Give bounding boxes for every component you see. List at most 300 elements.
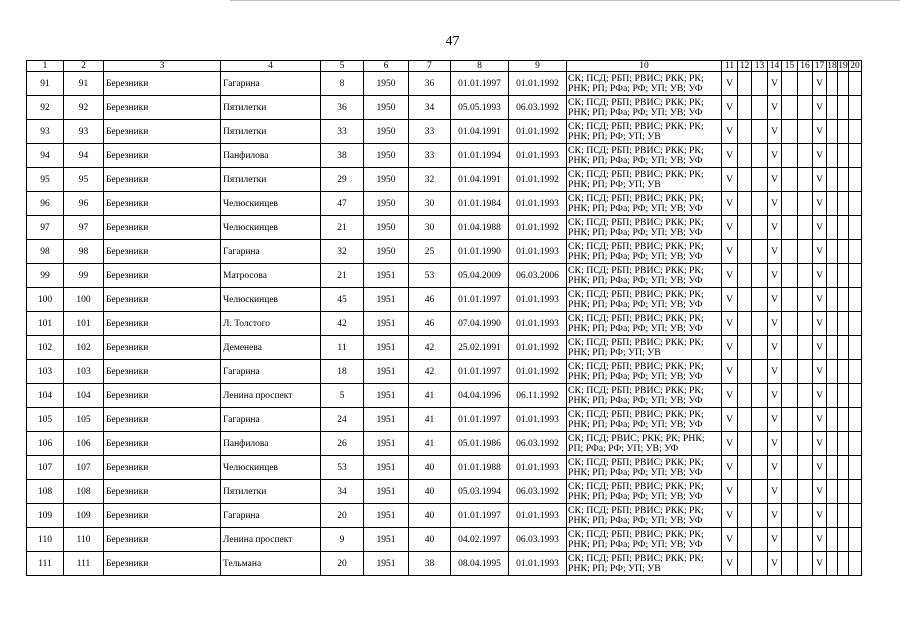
- table-cell-col-4: Гагарина: [221, 504, 321, 528]
- table-cell-col-8: 01.01.1990: [451, 240, 509, 264]
- table-cell-col-5: 32: [321, 240, 364, 264]
- table-cell-col-8: 01.01.1997: [451, 72, 509, 96]
- table-cell-col-5: 9: [321, 528, 364, 552]
- table-cell-col-1: 96: [27, 192, 64, 216]
- table-cell-col-14: V: [768, 504, 782, 528]
- table-cell-col-3: Березники: [104, 360, 221, 384]
- table-cell-col-17: V: [813, 384, 827, 408]
- table-row: [27, 432, 862, 456]
- column-header-4: 4: [221, 61, 321, 72]
- table-cell-col-18: [827, 96, 838, 120]
- table-cell-col-9: 06.11.1992: [509, 384, 567, 408]
- table-cell-col-4: Гагарина: [221, 72, 321, 96]
- table-cell-col-4: Гагарина: [221, 360, 321, 384]
- table-cell-col-5: 11: [321, 336, 364, 360]
- table-cell-col-5: 45: [321, 288, 364, 312]
- table-cell-col-1: 111: [27, 552, 64, 576]
- table-cell-col-20: [849, 360, 862, 384]
- table-cell-col-20: [849, 240, 862, 264]
- table-cell-col-19: [838, 360, 849, 384]
- table-cell-col-7: 46: [409, 312, 451, 336]
- table-cell-col-2: 102: [64, 336, 104, 360]
- table-cell-col-1: 97: [27, 216, 64, 240]
- table-cell-col-12: [738, 408, 752, 432]
- table-cell-col-6: 1951: [364, 432, 409, 456]
- table-cell-col-7: 53: [409, 264, 451, 288]
- table-cell-col-3: Березники: [104, 96, 221, 120]
- table-cell-col-6: 1950: [364, 168, 409, 192]
- table-cell-col-11: V: [722, 240, 738, 264]
- table-cell-col-16: [798, 432, 813, 456]
- table-cell-col-18: [827, 240, 838, 264]
- table-cell-col-15: [782, 240, 798, 264]
- table-cell-col-14: V: [768, 480, 782, 504]
- table-row: [27, 312, 862, 336]
- table-cell-col-14: V: [768, 552, 782, 576]
- table-row: [27, 144, 862, 168]
- table-cell-col-14: V: [768, 120, 782, 144]
- table-cell-col-19: [838, 336, 849, 360]
- table-cell-col-5: 33: [321, 120, 364, 144]
- table-cell-col-19: [838, 144, 849, 168]
- table-cell-col-12: [738, 96, 752, 120]
- table-cell-col-9: 01.01.1993: [509, 552, 567, 576]
- table-cell-col-14: V: [768, 408, 782, 432]
- table-cell-col-5: 5: [321, 384, 364, 408]
- table-cell-col-20: [849, 336, 862, 360]
- table-row: [27, 552, 862, 576]
- table-cell-col-10: СК; ПСД; РБП; РВИС; РКК; РК; РНК; РП; РФа; РФ; УП; УВ; УФ: [567, 216, 722, 240]
- table-cell-col-9: 01.01.1993: [509, 504, 567, 528]
- column-header-17: 17: [813, 61, 827, 72]
- table-cell-col-11: V: [722, 480, 738, 504]
- table-cell-col-20: [849, 96, 862, 120]
- table-cell-col-11: V: [722, 552, 738, 576]
- table-cell-col-12: [738, 288, 752, 312]
- table-cell-col-16: [798, 456, 813, 480]
- table-cell-col-1: 93: [27, 120, 64, 144]
- table-cell-col-19: [838, 96, 849, 120]
- table-cell-col-3: Березники: [104, 144, 221, 168]
- table-cell-col-19: [838, 264, 849, 288]
- table-cell-col-20: [849, 312, 862, 336]
- table-cell-col-18: [827, 528, 838, 552]
- table-cell-col-11: V: [722, 72, 738, 96]
- table-cell-col-9: 01.01.1993: [509, 288, 567, 312]
- table-cell-col-18: [827, 384, 838, 408]
- table-cell-col-9: 01.01.1993: [509, 192, 567, 216]
- column-header-3: 3: [104, 61, 221, 72]
- table-cell-col-20: [849, 480, 862, 504]
- table-cell-col-5: 29: [321, 168, 364, 192]
- table-cell-col-15: [782, 72, 798, 96]
- table-cell-col-19: [838, 240, 849, 264]
- table-cell-col-6: 1951: [364, 480, 409, 504]
- table-cell-col-9: 01.01.1993: [509, 408, 567, 432]
- table-cell-col-19: [838, 192, 849, 216]
- table-cell-col-4: Пятилетки: [221, 168, 321, 192]
- table-cell-col-14: V: [768, 288, 782, 312]
- table-cell-col-9: 06.03.1992: [509, 96, 567, 120]
- table-cell-col-17: V: [813, 72, 827, 96]
- table-cell-col-11: V: [722, 192, 738, 216]
- table-cell-col-19: [838, 528, 849, 552]
- table-cell-col-12: [738, 384, 752, 408]
- table-cell-col-17: V: [813, 360, 827, 384]
- table-cell-col-12: [738, 192, 752, 216]
- table-cell-col-17: V: [813, 144, 827, 168]
- table-cell-col-13: [752, 96, 768, 120]
- table-cell-col-17: V: [813, 432, 827, 456]
- table-cell-col-20: [849, 264, 862, 288]
- table-cell-col-14: V: [768, 216, 782, 240]
- table-cell-col-19: [838, 480, 849, 504]
- table-row: [27, 120, 862, 144]
- table-cell-col-2: 111: [64, 552, 104, 576]
- table-cell-col-1: 107: [27, 456, 64, 480]
- table-cell-col-17: V: [813, 240, 827, 264]
- table-cell-col-4: Деменева: [221, 336, 321, 360]
- table-cell-col-19: [838, 384, 849, 408]
- table-cell-col-1: 104: [27, 384, 64, 408]
- column-header-5: 5: [321, 61, 364, 72]
- table-cell-col-6: 1950: [364, 144, 409, 168]
- table-cell-col-8: 25.02.1991: [451, 336, 509, 360]
- table-cell-col-16: [798, 336, 813, 360]
- table-cell-col-5: 24: [321, 408, 364, 432]
- table-cell-col-9: 01.01.1993: [509, 144, 567, 168]
- table-cell-col-8: 01.01.1997: [451, 408, 509, 432]
- table-cell-col-6: 1950: [364, 216, 409, 240]
- table-cell-col-4: Ленина проспект: [221, 384, 321, 408]
- table-cell-col-8: 01.01.1988: [451, 456, 509, 480]
- table-cell-col-13: [752, 432, 768, 456]
- table-cell-col-2: 99: [64, 264, 104, 288]
- table-cell-col-17: V: [813, 312, 827, 336]
- table-cell-col-16: [798, 312, 813, 336]
- table-cell-col-12: [738, 312, 752, 336]
- table-cell-col-9: 01.01.1993: [509, 456, 567, 480]
- table-cell-col-17: V: [813, 528, 827, 552]
- table-cell-col-18: [827, 480, 838, 504]
- table-cell-col-18: [827, 264, 838, 288]
- table-cell-col-12: [738, 240, 752, 264]
- table-cell-col-4: Пятилетки: [221, 96, 321, 120]
- table-cell-col-8: 01.01.1997: [451, 504, 509, 528]
- table-cell-col-2: 104: [64, 384, 104, 408]
- table-cell-col-3: Березники: [104, 312, 221, 336]
- table-cell-col-17: V: [813, 408, 827, 432]
- table-cell-col-20: [849, 288, 862, 312]
- table-cell-col-17: V: [813, 96, 827, 120]
- table-cell-col-13: [752, 216, 768, 240]
- table-cell-col-19: [838, 432, 849, 456]
- header-row: [27, 61, 862, 72]
- table-cell-col-8: 01.01.1997: [451, 288, 509, 312]
- table-cell-col-16: [798, 240, 813, 264]
- table-cell-col-4: Челюскинцев: [221, 456, 321, 480]
- table-cell-col-2: 97: [64, 216, 104, 240]
- table-cell-col-13: [752, 360, 768, 384]
- table-cell-col-19: [838, 312, 849, 336]
- table-cell-col-6: 1951: [364, 360, 409, 384]
- table-cell-col-12: [738, 216, 752, 240]
- table-cell-col-10: СК; ПСД; РБП; РВИС; РКК; РК; РНК; РП; РФ; УП; УВ: [567, 120, 722, 144]
- table-cell-col-12: [738, 144, 752, 168]
- table-cell-col-15: [782, 312, 798, 336]
- column-header-9: 9: [509, 61, 567, 72]
- table-cell-col-8: 05.05.1993: [451, 96, 509, 120]
- table-cell-col-6: 1951: [364, 384, 409, 408]
- table-cell-col-1: 100: [27, 288, 64, 312]
- table-cell-col-8: 04.04.1996: [451, 384, 509, 408]
- table-cell-col-11: V: [722, 144, 738, 168]
- table-cell-col-13: [752, 72, 768, 96]
- table-cell-col-13: [752, 240, 768, 264]
- table-cell-col-13: [752, 408, 768, 432]
- table-cell-col-7: 36: [409, 72, 451, 96]
- table-row: [27, 192, 862, 216]
- table-cell-col-7: 46: [409, 288, 451, 312]
- table-cell-col-19: [838, 216, 849, 240]
- table-cell-col-5: 38: [321, 144, 364, 168]
- table-cell-col-11: V: [722, 216, 738, 240]
- table-cell-col-15: [782, 216, 798, 240]
- table-cell-col-17: V: [813, 480, 827, 504]
- table-cell-col-1: 91: [27, 72, 64, 96]
- table-cell-col-9: 06.03.2006: [509, 264, 567, 288]
- table-cell-col-2: 95: [64, 168, 104, 192]
- column-header-16: 16: [798, 61, 813, 72]
- table-cell-col-10: СК; ПСД; РБП; РВИС; РКК; РК; РНК; РП; РФа; РФ; УП; УВ; УФ: [567, 384, 722, 408]
- table-cell-col-2: 101: [64, 312, 104, 336]
- table-cell-col-17: V: [813, 216, 827, 240]
- table-cell-col-9: 01.01.1993: [509, 312, 567, 336]
- table-cell-col-18: [827, 216, 838, 240]
- table-cell-col-4: Пятилетки: [221, 120, 321, 144]
- table-cell-col-18: [827, 408, 838, 432]
- table-cell-col-20: [849, 528, 862, 552]
- table-cell-col-6: 1950: [364, 120, 409, 144]
- table-cell-col-18: [827, 120, 838, 144]
- table-cell-col-8: 01.04.1988: [451, 216, 509, 240]
- table-cell-col-6: 1951: [364, 288, 409, 312]
- table-cell-col-4: Матросова: [221, 264, 321, 288]
- table-cell-col-20: [849, 144, 862, 168]
- table-cell-col-3: Березники: [104, 432, 221, 456]
- table-cell-col-15: [782, 96, 798, 120]
- table-cell-col-9: 01.01.1992: [509, 336, 567, 360]
- table-cell-col-10: СК; ПСД; РБП; РВИС; РКК; РК; РНК; РП; РФ; УП; УВ: [567, 336, 722, 360]
- table-cell-col-3: Березники: [104, 288, 221, 312]
- table-cell-col-16: [798, 72, 813, 96]
- table-cell-col-15: [782, 360, 798, 384]
- table-cell-col-11: V: [722, 312, 738, 336]
- table-cell-col-1: 110: [27, 528, 64, 552]
- table-cell-col-2: 103: [64, 360, 104, 384]
- table-cell-col-5: 53: [321, 456, 364, 480]
- table-cell-col-5: 36: [321, 96, 364, 120]
- page-number: 47: [445, 34, 460, 49]
- table-cell-col-5: 21: [321, 264, 364, 288]
- table-cell-col-6: 1951: [364, 504, 409, 528]
- table-cell-col-20: [849, 504, 862, 528]
- table-cell-col-3: Березники: [104, 456, 221, 480]
- table-cell-col-2: 107: [64, 456, 104, 480]
- column-header-15: 15: [782, 61, 798, 72]
- table-cell-col-6: 1950: [364, 240, 409, 264]
- table-cell-col-13: [752, 192, 768, 216]
- table-cell-col-18: [827, 312, 838, 336]
- table-cell-col-14: V: [768, 96, 782, 120]
- table-cell-col-12: [738, 360, 752, 384]
- table-cell-col-12: [738, 336, 752, 360]
- table-cell-col-10: СК; ПСД; РБП; РВИС; РКК; РК; РНК; РП; РФ; УП; УВ: [567, 168, 722, 192]
- column-header-20: 20: [850, 61, 860, 71]
- table-cell-col-15: [782, 168, 798, 192]
- table-cell-col-10: СК; ПСД; РБП; РВИС; РКК; РК; РНК; РП; РФа; РФ; УП; УВ; УФ: [567, 360, 722, 384]
- table-cell-col-9: 01.01.1992: [509, 72, 567, 96]
- table-cell-col-7: 32: [409, 168, 451, 192]
- table-cell-col-6: 1950: [364, 96, 409, 120]
- table-cell-col-17: V: [813, 264, 827, 288]
- table-cell-col-17: V: [813, 456, 827, 480]
- table-cell-col-16: [798, 168, 813, 192]
- table-cell-col-16: [798, 264, 813, 288]
- table-cell-col-4: Ленина проспект: [221, 528, 321, 552]
- table-cell-col-6: 1951: [364, 264, 409, 288]
- table-cell-col-14: V: [768, 528, 782, 552]
- table-cell-col-14: V: [768, 192, 782, 216]
- table-cell-col-15: [782, 120, 798, 144]
- table-cell-col-7: 41: [409, 432, 451, 456]
- column-header-12: 12: [738, 61, 752, 72]
- table-cell-col-9: 06.03.1992: [509, 480, 567, 504]
- table-cell-col-8: 01.01.1994: [451, 144, 509, 168]
- table-cell-col-19: [838, 288, 849, 312]
- table-row: [27, 456, 862, 480]
- table-cell-col-8: 07.04.1990: [451, 312, 509, 336]
- table-cell-col-7: 30: [409, 216, 451, 240]
- table-cell-col-11: V: [722, 120, 738, 144]
- table-cell-col-8: 04.02.1997: [451, 528, 509, 552]
- table-cell-col-17: V: [813, 504, 827, 528]
- table-cell-col-10: СК; ПСД; РБП; РВИС; РКК; РК; РНК; РП; РФа; РФ; УП; УВ; УФ: [567, 456, 722, 480]
- table-cell-col-11: V: [722, 168, 738, 192]
- column-header-7: 7: [409, 61, 451, 72]
- table-cell-col-7: 42: [409, 336, 451, 360]
- table-cell-col-16: [798, 528, 813, 552]
- table-cell-col-4: Панфилова: [221, 144, 321, 168]
- scan-top-edge: [230, 0, 900, 1]
- table-cell-col-4: Гагарина: [221, 240, 321, 264]
- table-cell-col-10: СК; ПСД; РБП; РВИС; РКК; РК; РНК; РП; РФа; РФ; УП; УВ; УФ: [567, 240, 722, 264]
- table-cell-col-20: [849, 552, 862, 576]
- table-cell-col-10: СК; ПСД; РБП; РВИС; РКК; РК; РНК; РП; РФа; РФ; УП; УВ; УФ: [567, 144, 722, 168]
- table-cell-col-4: Л. Толстого: [221, 312, 321, 336]
- table-cell-col-14: V: [768, 312, 782, 336]
- table-cell-col-1: 106: [27, 432, 64, 456]
- table-cell-col-12: [738, 504, 752, 528]
- table-cell-col-3: Березники: [104, 192, 221, 216]
- table-cell-col-3: Березники: [104, 480, 221, 504]
- table-cell-col-4: Гагарина: [221, 408, 321, 432]
- table-cell-col-2: 93: [64, 120, 104, 144]
- table-cell-col-17: V: [813, 192, 827, 216]
- table-row: [27, 504, 862, 528]
- table-cell-col-10: СК; ПСД; РБП; РВИС; РКК; РК; РНК; РП; РФа; РФ; УП; УВ; УФ: [567, 504, 722, 528]
- table-cell-col-11: V: [722, 96, 738, 120]
- table-cell-col-12: [738, 480, 752, 504]
- table-cell-col-19: [838, 504, 849, 528]
- table-row: [27, 288, 862, 312]
- table-cell-col-8: 01.01.1984: [451, 192, 509, 216]
- table-cell-col-18: [827, 432, 838, 456]
- table-cell-col-15: [782, 192, 798, 216]
- table-cell-col-12: [738, 528, 752, 552]
- table-cell-col-9: 01.01.1993: [509, 240, 567, 264]
- table-cell-col-5: 26: [321, 432, 364, 456]
- table-cell-col-5: 20: [321, 552, 364, 576]
- table-cell-col-7: 40: [409, 456, 451, 480]
- table-cell-col-14: V: [768, 264, 782, 288]
- table-cell-col-8: 05.04.2009: [451, 264, 509, 288]
- table-cell-col-10: СК; ПСД; РБП; РВИС; РКК; РК; РНК; РП; РФа; РФ; УП; УВ; УФ: [567, 408, 722, 432]
- table-cell-col-10: СК; ПСД; РБП; РВИС; РКК; РК; РНК; РП; РФа; РФ; УП; УВ; УФ: [567, 312, 722, 336]
- table-cell-col-1: 103: [27, 360, 64, 384]
- table-cell-col-5: 20: [321, 504, 364, 528]
- table-cell-col-8: 05.01.1986: [451, 432, 509, 456]
- table-cell-col-12: [738, 552, 752, 576]
- table-cell-col-12: [738, 432, 752, 456]
- table-cell-col-2: 94: [64, 144, 104, 168]
- table-cell-col-3: Березники: [104, 408, 221, 432]
- column-header-18: 18: [827, 61, 837, 71]
- table-row: [27, 336, 862, 360]
- table-cell-col-9: 01.01.1992: [509, 216, 567, 240]
- table-cell-col-6: 1951: [364, 528, 409, 552]
- table-cell-col-16: [798, 216, 813, 240]
- column-header-2: 2: [64, 61, 104, 72]
- table-cell-col-10: СК; ПСД; РБП; РВИС; РКК; РК; РНК; РП; РФа; РФ; УП; УВ; УФ: [567, 192, 722, 216]
- table-cell-col-10: СК; ПСД; РБП; РВИС; РКК; РК; РНК; РП; РФа; РФ; УП; УВ; УФ: [567, 264, 722, 288]
- table-cell-col-2: 96: [64, 192, 104, 216]
- table-cell-col-4: Челюскинцев: [221, 216, 321, 240]
- table-cell-col-7: 40: [409, 528, 451, 552]
- table-cell-col-14: V: [768, 240, 782, 264]
- table-cell-col-4: Челюскинцев: [221, 288, 321, 312]
- table-row: [27, 264, 862, 288]
- table-cell-col-17: V: [813, 552, 827, 576]
- table-cell-col-9: 06.03.1992: [509, 432, 567, 456]
- table-cell-col-20: [849, 72, 862, 96]
- table-cell-col-18: [827, 72, 838, 96]
- table-cell-col-20: [849, 408, 862, 432]
- table-cell-col-8: 01.01.1997: [451, 360, 509, 384]
- table-cell-col-12: [738, 120, 752, 144]
- table-cell-col-20: [849, 432, 862, 456]
- table-cell-col-16: [798, 504, 813, 528]
- table-cell-col-10: СК; ПСД; РБП; РВИС; РКК; РК; РНК; РП; РФа; РФ; УП; УВ; УФ: [567, 72, 722, 96]
- table-cell-col-11: V: [722, 360, 738, 384]
- table-cell-col-20: [849, 216, 862, 240]
- table-row: [27, 216, 862, 240]
- table-cell-col-16: [798, 552, 813, 576]
- table-cell-col-10: СК; ПСД; РБП; РВИС; РКК; РК; РНК; РП; РФа; РФ; УП; УВ; УФ: [567, 96, 722, 120]
- table-cell-col-8: 05.03.1994: [451, 480, 509, 504]
- table-cell-col-1: 92: [27, 96, 64, 120]
- housing-register-table: [26, 60, 862, 576]
